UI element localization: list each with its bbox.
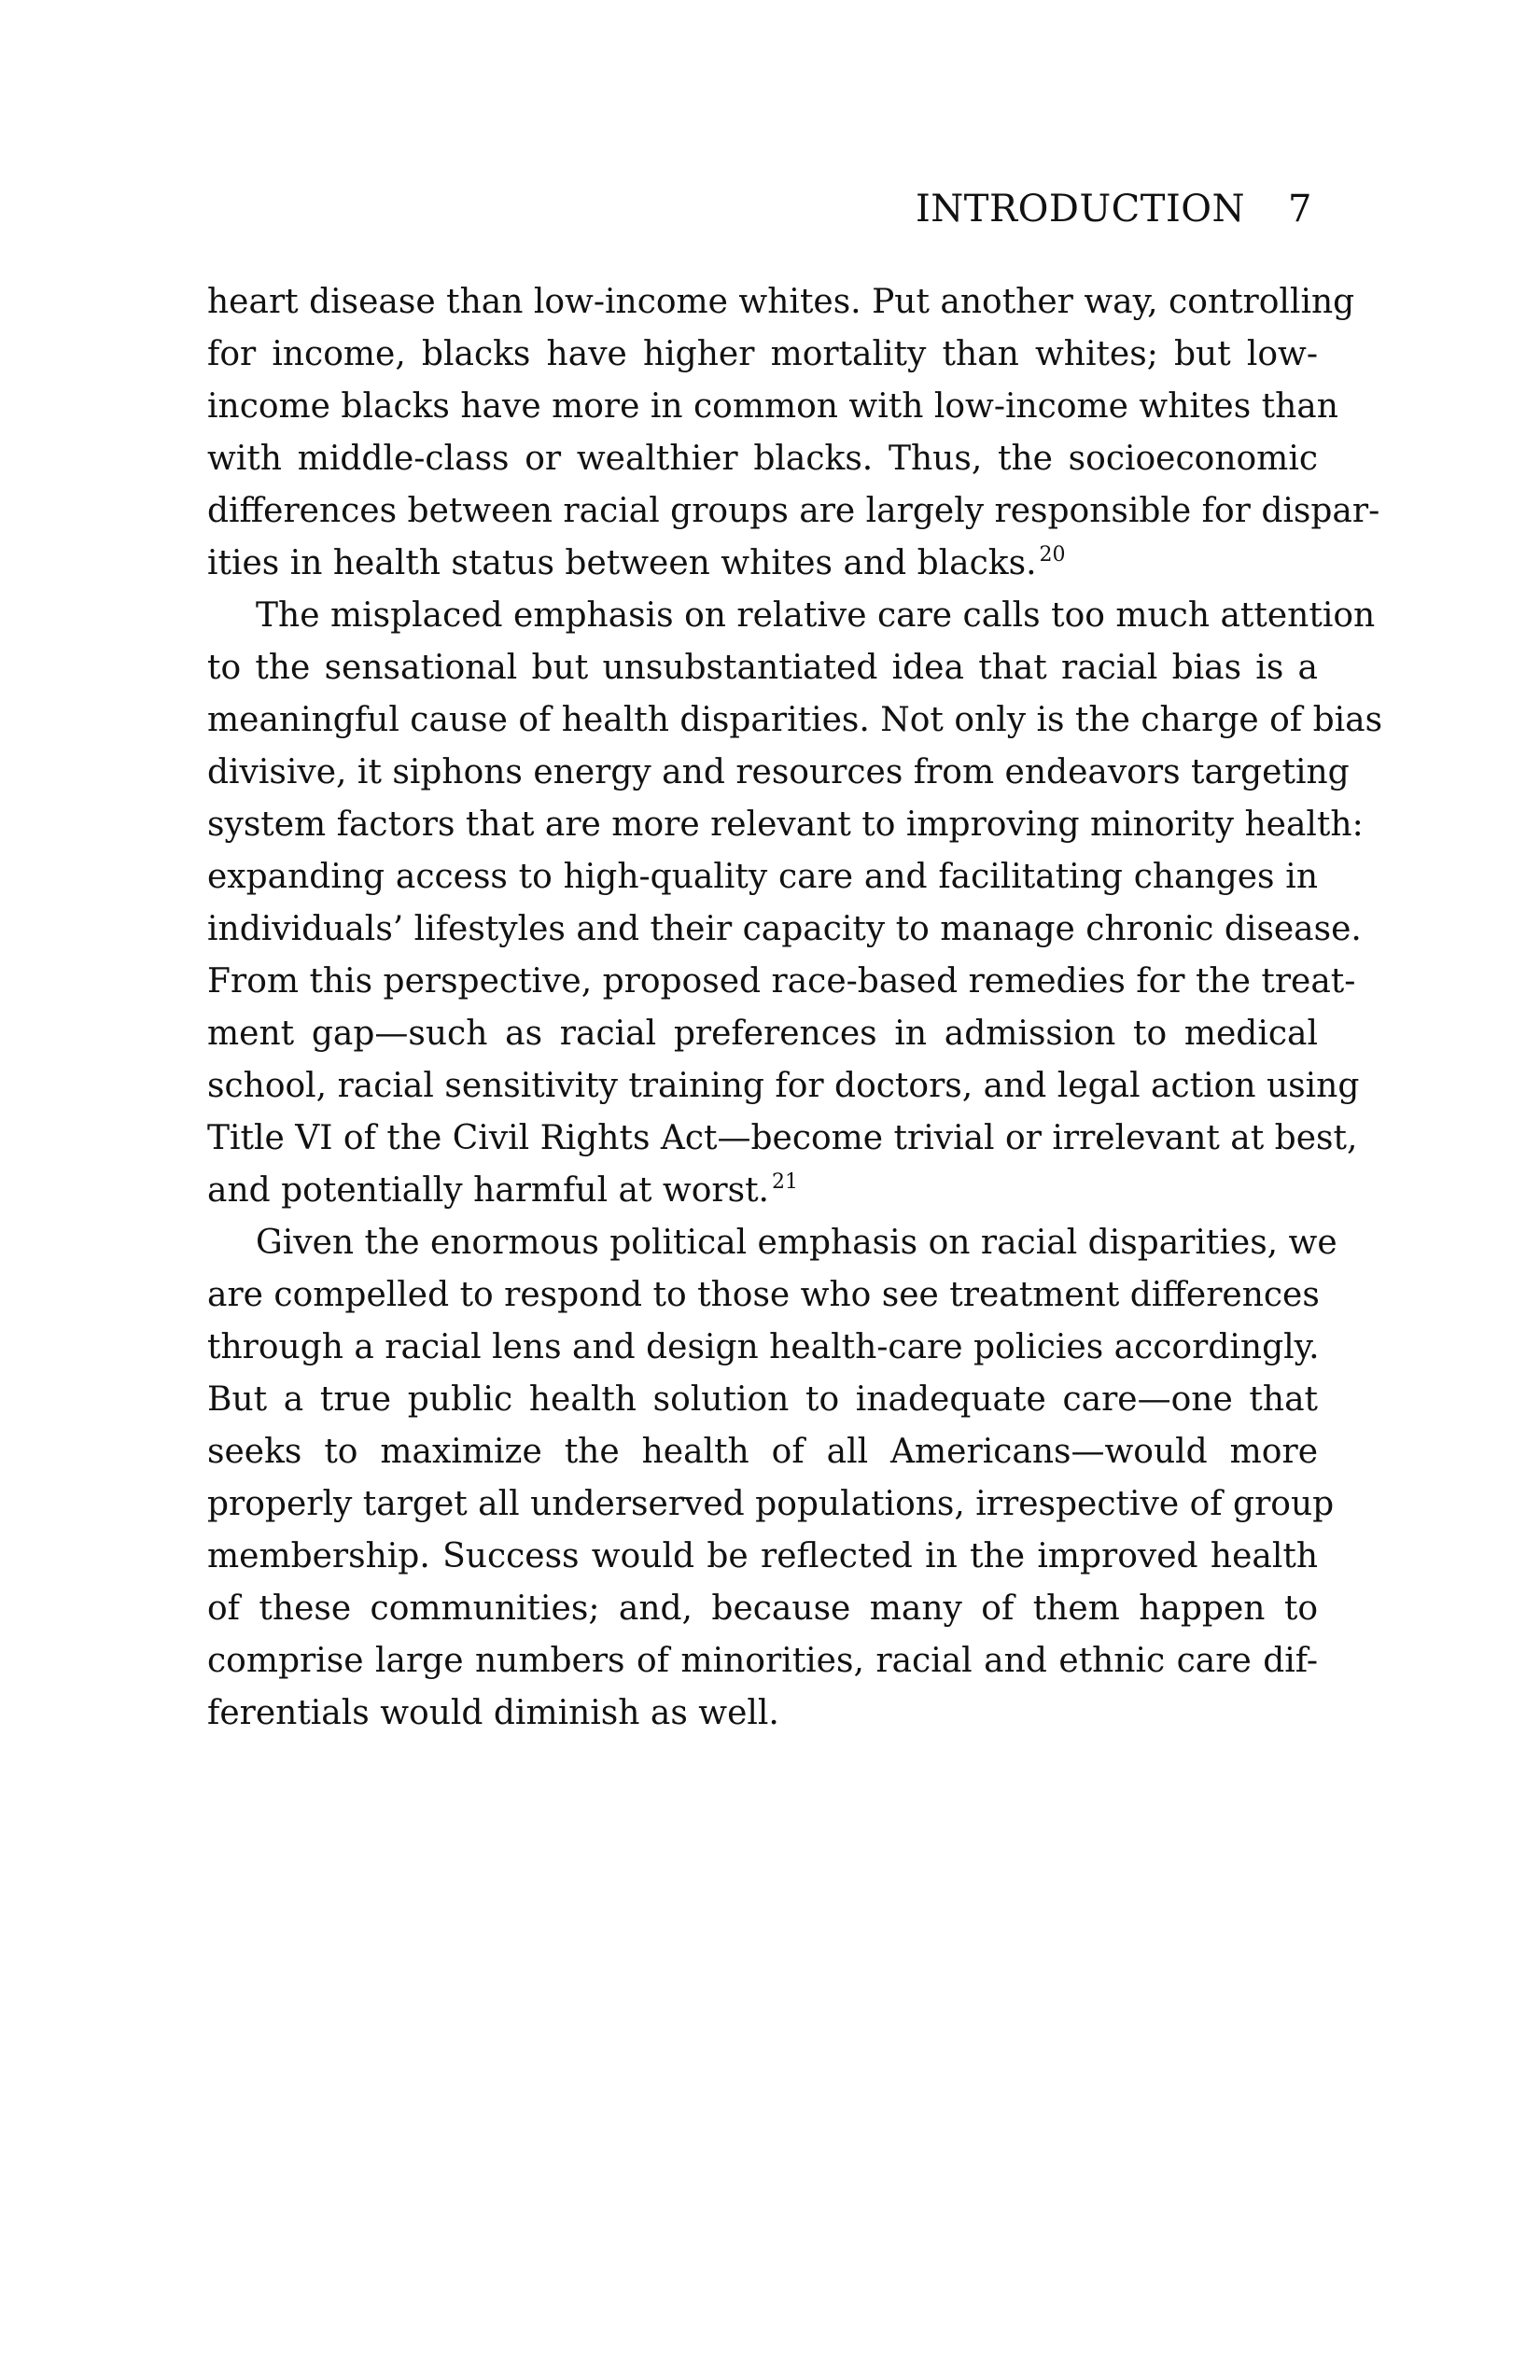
text-line: income blacks have more in common with low-income whites than xyxy=(207,387,1338,426)
text-line: membership. Success would be reflected in the improved health xyxy=(207,1537,1318,1575)
text-line: From this perspective, proposed race-based remedies for the treat- xyxy=(207,962,1356,1001)
text-line: ment gap—such as racial preferences in admission to medical xyxy=(207,1015,1318,1053)
text-line: expanding access to high-quality care and facilitating changes in xyxy=(207,858,1318,896)
text-line: properly target all underserved populations, irrespective of group xyxy=(207,1485,1335,1523)
text-line: and potentially harmful at worst. xyxy=(207,1171,769,1210)
text-line: ities in health status between whites and blacks. xyxy=(207,544,1037,582)
text-line: meaningful cause of health disparities. Not only is the charge of bias xyxy=(207,701,1383,739)
text-line: seeks to maximize the health of all Americans—would more xyxy=(207,1433,1318,1471)
text-line: school, racial sensitivity training for doctors, and legal action using xyxy=(207,1067,1360,1105)
text-line-with-note xyxy=(207,1165,1318,1217)
footnote-marker: 20 xyxy=(1039,543,1066,567)
text-line: comprise large numbers of minorities, racial and ethnic care dif- xyxy=(207,1642,1318,1680)
text-line: differences between racial groups are largely responsible for dispar- xyxy=(207,492,1380,530)
text-line: divisive, it siphons energy and resources from endeavors targeting xyxy=(207,753,1350,791)
paragraph-3 xyxy=(207,1217,1337,1740)
text-line: ferentials would diminish as well. xyxy=(207,1694,779,1732)
text-line: for income, blacks have higher mortality than whites; but low- xyxy=(207,335,1318,373)
text-line: Given the enormous political emphasis on racial disparities, we xyxy=(256,1224,1337,1262)
text-line: But a true public health solution to inadequate care—one that xyxy=(207,1380,1318,1419)
text-line: are compelled to respond to those who see treatment differences xyxy=(207,1276,1320,1314)
text-line: The misplaced emphasis on relative care calls too much attention xyxy=(256,596,1376,635)
footnote-marker: 21 xyxy=(771,1170,798,1194)
text-line-with-note xyxy=(207,538,1318,590)
text-line: through a racial lens and design health-care policies accordingly. xyxy=(207,1328,1320,1366)
text-line: heart disease than low-income whites. Put another way, controlling xyxy=(207,283,1355,321)
text-line: individuals’ lifestyles and their capacity to manage chronic disease. xyxy=(207,910,1362,948)
paragraph-1 xyxy=(207,276,1380,590)
paragraph-2 xyxy=(207,590,1383,1217)
chapter-title: INTRODUCTION xyxy=(915,188,1246,231)
body-text xyxy=(207,276,1383,1740)
text-line: system factors that are more relevant to improving minority health: xyxy=(207,805,1364,844)
text-line: of these communities; and, because many of them happen to xyxy=(207,1589,1318,1628)
text-line: to the sensational but unsubstantiated idea that racial bias is a xyxy=(207,649,1318,687)
running-head xyxy=(916,183,1312,235)
page-number: 7 xyxy=(1288,188,1312,231)
text-line: Title VI of the Civil Rights Act—become trivial or irrelevant at best, xyxy=(207,1119,1358,1157)
text-line: with middle-class or wealthier blacks. Thus, the socioeconomic xyxy=(207,440,1318,478)
